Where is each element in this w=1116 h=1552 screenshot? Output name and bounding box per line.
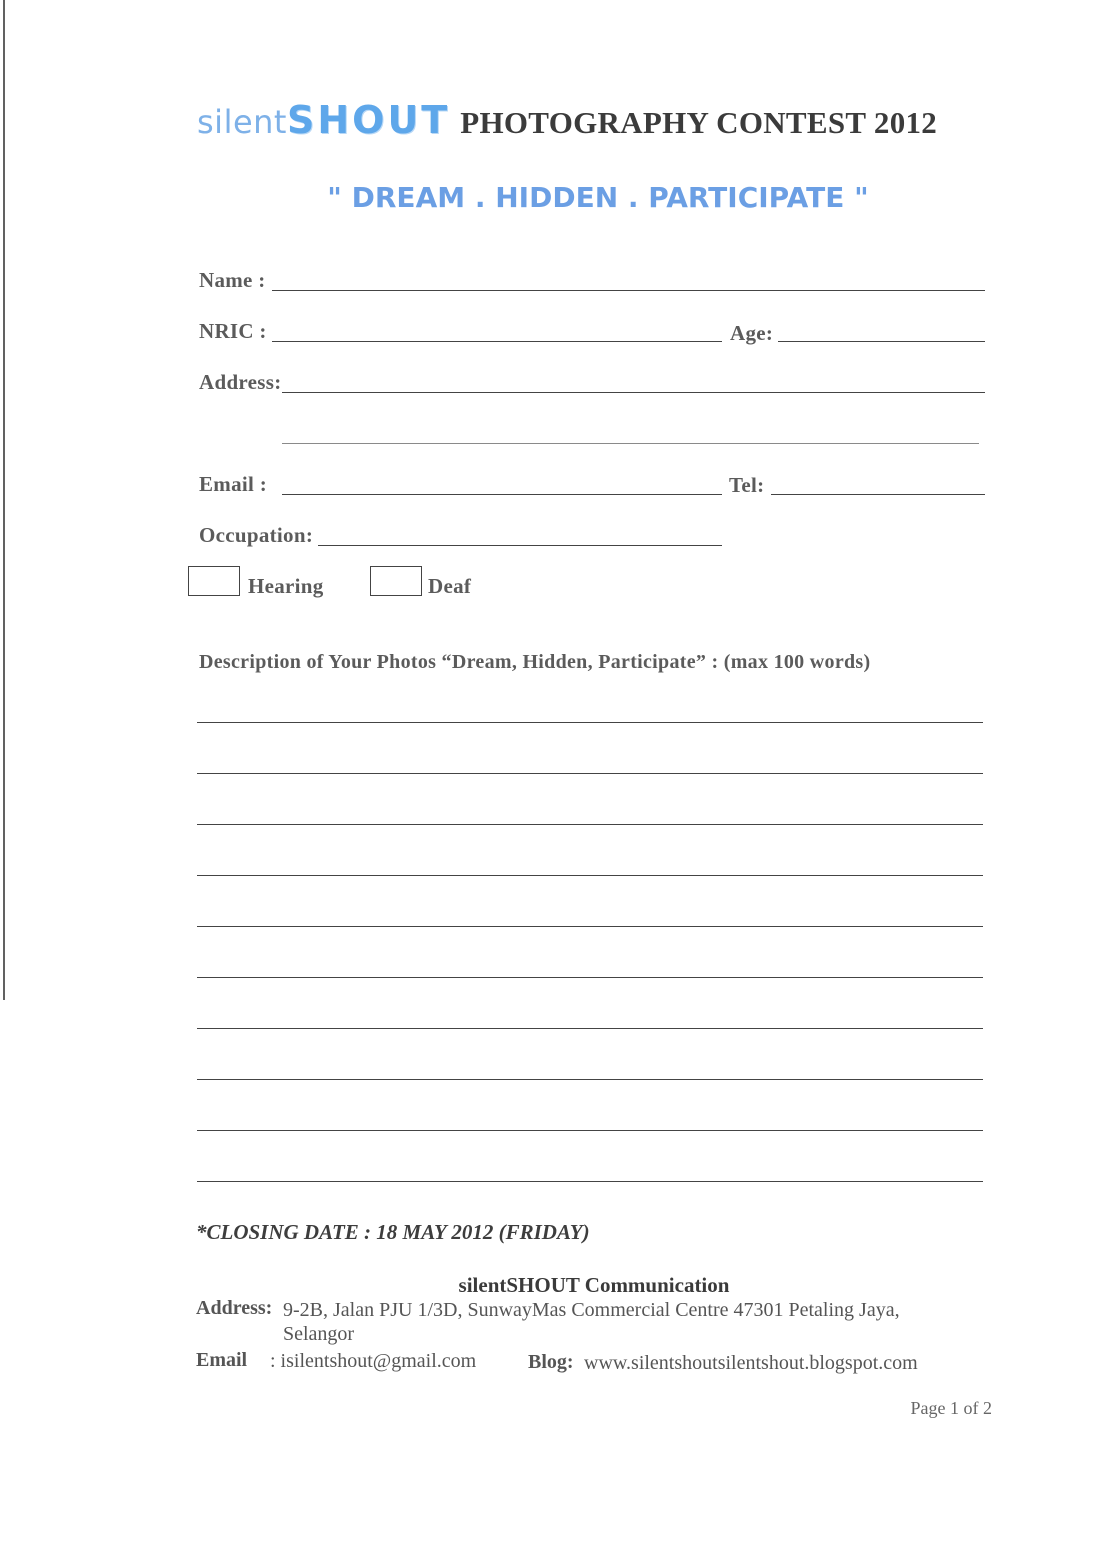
- footer-email-value[interactable]: : isilentshout@gmail.com: [270, 1350, 477, 1372]
- nric-field[interactable]: [272, 341, 722, 342]
- hearing-label: Hearing: [248, 574, 324, 598]
- deaf-label: Deaf: [428, 574, 472, 598]
- logo-silent-text: silent: [197, 103, 287, 141]
- footer-address-line-1: 9-2B, Jalan PJU 1/3D, SunwayMas Commercial Centre 47301 Petaling Jaya,: [283, 1299, 900, 1321]
- hearing-checkbox[interactable]: [188, 566, 240, 596]
- tel-label: Tel:: [729, 473, 765, 497]
- occupation-field[interactable]: [318, 545, 722, 546]
- description-line[interactable]: [197, 824, 983, 825]
- description-line[interactable]: [197, 1079, 983, 1080]
- footer-address-label: Address:: [196, 1297, 273, 1319]
- age-label: Age:: [730, 321, 774, 345]
- page-title: [197, 98, 937, 142]
- description-line[interactable]: [197, 1028, 983, 1029]
- description-line[interactable]: [197, 1181, 983, 1182]
- description-line[interactable]: [197, 722, 983, 723]
- name-field[interactable]: [272, 290, 985, 291]
- occupation-label: Occupation:: [199, 523, 314, 547]
- nric-label: NRIC :: [199, 319, 267, 343]
- footer-address-line-2: Selangor: [283, 1323, 355, 1345]
- footer-blog-value[interactable]: www.silentshoutsilentshout.blogspot.com: [584, 1352, 918, 1374]
- description-line[interactable]: [197, 773, 983, 774]
- footer-org-name: silentSHOUT Communication: [458, 1273, 730, 1297]
- name-label: Name :: [199, 268, 266, 292]
- description-line[interactable]: [197, 977, 983, 978]
- email-label: Email :: [199, 472, 268, 496]
- age-field[interactable]: [778, 341, 985, 342]
- closing-date: *CLOSING DATE : 18 MAY 2012 (FRIDAY): [196, 1220, 590, 1244]
- contest-title: PHOTOGRAPHY CONTEST 2012: [460, 105, 938, 140]
- description-line[interactable]: [197, 1130, 983, 1131]
- address-field-line-2[interactable]: [282, 443, 979, 444]
- logo-shout-text: SHOUT: [286, 98, 451, 142]
- description-label: Description of Your Photos “Dream, Hidden, Participate” : (max 100 words): [199, 651, 871, 673]
- page-number: Page 1 of 2: [910, 1398, 992, 1418]
- email-field[interactable]: [282, 494, 722, 495]
- address-field-line-1[interactable]: [282, 392, 985, 393]
- tel-field[interactable]: [771, 494, 985, 495]
- description-line[interactable]: [197, 875, 983, 876]
- description-line[interactable]: [197, 926, 983, 927]
- address-label: Address:: [199, 370, 282, 394]
- deaf-checkbox[interactable]: [370, 566, 422, 596]
- footer-blog-label: Blog:: [528, 1351, 574, 1373]
- slogan: " DREAM . HIDDEN . PARTICIPATE ": [327, 181, 869, 214]
- footer-email-label: Email: [196, 1349, 248, 1371]
